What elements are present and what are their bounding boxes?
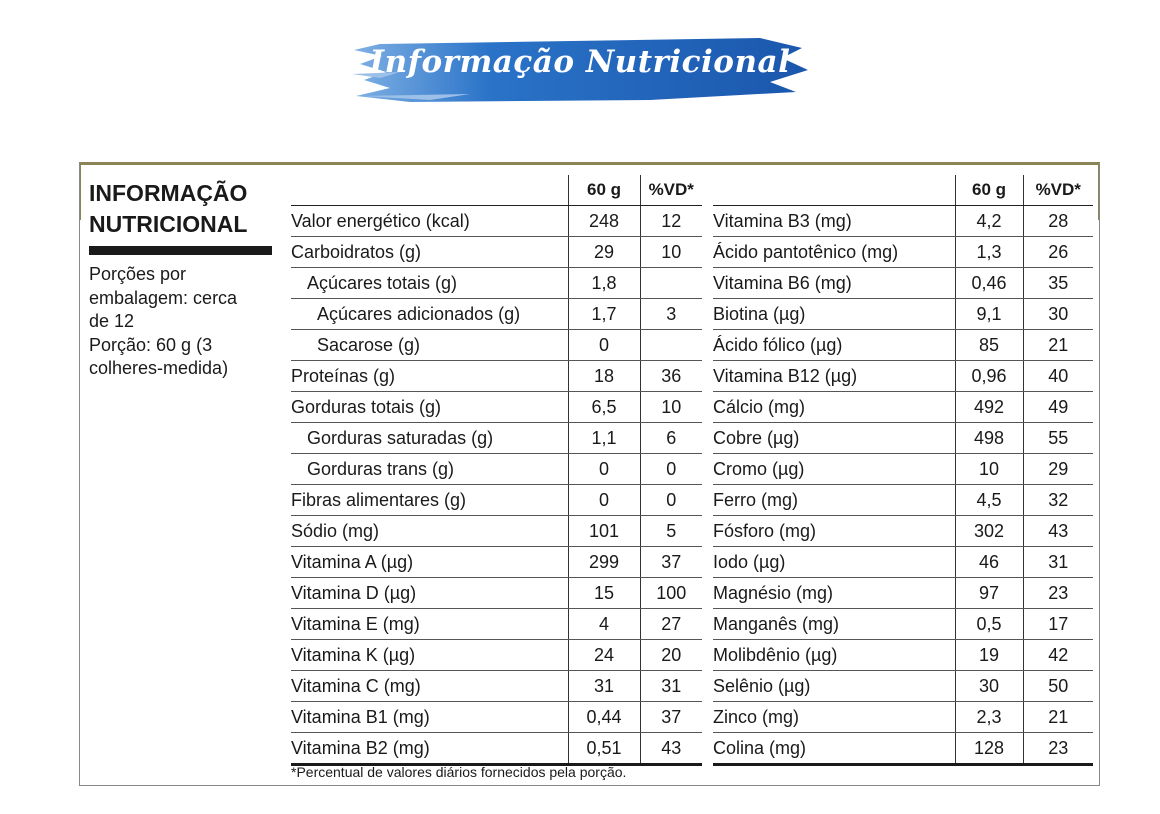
table-row: [291, 578, 702, 609]
nutrient-dv: 23: [1023, 733, 1093, 765]
nutrient-dv: 49: [1023, 392, 1093, 423]
nutrient-amount: 4: [568, 609, 640, 640]
nutrient-dv: 37: [640, 547, 702, 578]
nutrient-dv: [640, 268, 702, 299]
nutrient-dv: 10: [640, 237, 702, 268]
table-row: [291, 299, 702, 330]
nutrient-dv: 0: [640, 454, 702, 485]
nutrient-dv: 20: [640, 640, 702, 671]
nutrient-name: Molibdênio (µg): [713, 640, 955, 671]
table-row: [713, 547, 1093, 578]
serving-info: [89, 263, 271, 381]
table-row: [291, 392, 702, 423]
nutrient-name: Gorduras saturadas (g): [291, 423, 568, 454]
nutrient-amount: 19: [955, 640, 1023, 671]
nutrient-amount: 10: [955, 454, 1023, 485]
nutrient-dv: 3: [640, 299, 702, 330]
nutrient-amount: 97: [955, 578, 1023, 609]
nutrient-name: Gorduras totais (g): [291, 392, 568, 423]
nutrient-amount: 1,1: [568, 423, 640, 454]
nutrient-name: Vitamina B3 (mg): [713, 206, 955, 237]
nutrient-name: Colina (mg): [713, 733, 955, 765]
nutrient-name: Gorduras trans (g): [291, 454, 568, 485]
header-dv: %VD*: [1023, 175, 1093, 206]
nutrient-dv: 29: [1023, 454, 1093, 485]
nutrient-name: Fibras alimentares (g): [291, 485, 568, 516]
nutrient-dv: 43: [1023, 516, 1093, 547]
nutrient-name: Vitamina B6 (mg): [713, 268, 955, 299]
nutrient-amount: 0,51: [568, 733, 640, 765]
nutrient-dv: 31: [640, 671, 702, 702]
nutrient-name: Ferro (mg): [713, 485, 955, 516]
footnote: *Percentual de valores diários fornecidos pela porção.: [291, 764, 627, 780]
table-row: [291, 702, 702, 733]
nutrient-amount: 6,5: [568, 392, 640, 423]
nutrient-name: Cálcio (mg): [713, 392, 955, 423]
nutrient-dv: 100: [640, 578, 702, 609]
nutrient-dv: [640, 330, 702, 361]
nutrient-amount: 1,8: [568, 268, 640, 299]
nutrient-name: Biotina (µg): [713, 299, 955, 330]
heading-rule: [89, 246, 272, 255]
table-row: [291, 206, 702, 237]
nutrient-amount: 498: [955, 423, 1023, 454]
nutrient-name: Vitamina B1 (mg): [291, 702, 568, 733]
nutrient-dv: 43: [640, 733, 702, 765]
table-row: [291, 237, 702, 268]
nutrient-amount: 492: [955, 392, 1023, 423]
table-row: [291, 330, 702, 361]
nutrient-name: Vitamina B2 (mg): [291, 733, 568, 765]
header-amount: 60 g: [568, 175, 640, 206]
nutrient-dv: 35: [1023, 268, 1093, 299]
table-row: [291, 547, 702, 578]
nutrient-amount: 9,1: [955, 299, 1023, 330]
table-row: [291, 485, 702, 516]
nutrient-amount: 0: [568, 485, 640, 516]
nutrient-name: Vitamina C (mg): [291, 671, 568, 702]
table-row: [713, 485, 1093, 516]
table-row: [713, 516, 1093, 547]
table-row: [713, 206, 1093, 237]
nutrient-dv: 27: [640, 609, 702, 640]
nutrient-dv: 26: [1023, 237, 1093, 268]
heading-line-2: NUTRICIONAL: [89, 211, 248, 237]
nutrient-amount: 0,5: [955, 609, 1023, 640]
table-row: [713, 702, 1093, 733]
nutrient-dv: 17: [1023, 609, 1093, 640]
nutrient-name: Ácido fólico (µg): [713, 330, 955, 361]
portion-line: Porção: 60 g (3: [89, 334, 213, 355]
nutrient-amount: 248: [568, 206, 640, 237]
nutrient-dv: 10: [640, 392, 702, 423]
table-row: [291, 361, 702, 392]
nutrient-dv: 21: [1023, 702, 1093, 733]
table-row: [713, 578, 1093, 609]
nutrient-name: Fósforo (mg): [713, 516, 955, 547]
nutrient-amount: 24: [568, 640, 640, 671]
nutrient-dv: 0: [640, 485, 702, 516]
table-row: [291, 609, 702, 640]
header-dv: %VD*: [640, 175, 702, 206]
table-row: [713, 237, 1093, 268]
nutrient-name: Manganês (mg): [713, 609, 955, 640]
table-row: [713, 640, 1093, 671]
table-row: [713, 671, 1093, 702]
nutrient-name: Açúcares adicionados (g): [291, 299, 568, 330]
nutrient-name: Açúcares totais (g): [291, 268, 568, 299]
heading-line-1: INFORMAÇÃO: [89, 180, 248, 206]
nutrient-name: Valor energético (kcal): [291, 206, 568, 237]
nutrient-dv: 6: [640, 423, 702, 454]
nutrient-dv: 42: [1023, 640, 1093, 671]
nutrient-dv: 55: [1023, 423, 1093, 454]
nutrient-dv: 30: [1023, 299, 1093, 330]
servings-line: Porções por: [89, 264, 187, 284]
nutrient-amount: 1,7: [568, 299, 640, 330]
nutrient-name: Vitamina B12 (µg): [713, 361, 955, 392]
nutrient-amount: 299: [568, 547, 640, 578]
nutrient-amount: 85: [955, 330, 1023, 361]
nutrient-name: Ácido pantotênico (mg): [713, 237, 955, 268]
title-banner: [350, 30, 810, 106]
header-blank: [713, 175, 955, 206]
nutrient-name: Selênio (µg): [713, 671, 955, 702]
table-row: [291, 733, 702, 765]
nutrient-table-right: [713, 175, 1093, 766]
nutrient-dv: 32: [1023, 485, 1093, 516]
nutrient-dv: 50: [1023, 671, 1093, 702]
nutrient-dv: 40: [1023, 361, 1093, 392]
table-row: [713, 609, 1093, 640]
table-row: [713, 361, 1093, 392]
panel-heading: [89, 178, 279, 240]
table-row: [713, 299, 1093, 330]
table-row: [713, 268, 1093, 299]
table-row: [713, 330, 1093, 361]
nutrient-amount: 302: [955, 516, 1023, 547]
nutrient-dv: 36: [640, 361, 702, 392]
table-header-row: [291, 175, 702, 206]
nutrient-amount: 46: [955, 547, 1023, 578]
nutrient-amount: 4,2: [955, 206, 1023, 237]
nutrient-dv: 31: [1023, 547, 1093, 578]
portion-line: colheres-medida): [89, 358, 229, 378]
nutrient-name: Sódio (mg): [291, 516, 568, 547]
nutrient-amount: 0,44: [568, 702, 640, 733]
table-row: [713, 423, 1093, 454]
nutrient-name: Proteínas (g): [291, 361, 568, 392]
table-row: [291, 640, 702, 671]
nutrient-amount: 29: [568, 237, 640, 268]
nutrient-amount: 4,5: [955, 485, 1023, 516]
table-row: [713, 733, 1093, 765]
nutrient-amount: 101: [568, 516, 640, 547]
nutrient-name: Zinco (mg): [713, 702, 955, 733]
nutrient-name: Vitamina K (µg): [291, 640, 568, 671]
nutrient-name: Sacarose (g): [291, 330, 568, 361]
nutrient-name: Vitamina E (mg): [291, 609, 568, 640]
banner-title: Informação Nutricional: [369, 44, 791, 80]
nutrient-dv: 37: [640, 702, 702, 733]
nutrient-amount: 0,46: [955, 268, 1023, 299]
nutrient-amount: 128: [955, 733, 1023, 765]
nutrient-name: Iodo (µg): [713, 547, 955, 578]
servings-line: embalagem: cerca: [89, 287, 238, 308]
nutrient-amount: 0: [568, 330, 640, 361]
header-amount: 60 g: [955, 175, 1023, 206]
table-row: [291, 671, 702, 702]
nutrient-amount: 30: [955, 671, 1023, 702]
nutrient-dv: 21: [1023, 330, 1093, 361]
nutrient-name: Carboidratos (g): [291, 237, 568, 268]
nutrient-dv: 23: [1023, 578, 1093, 609]
nutrient-amount: 1,3: [955, 237, 1023, 268]
table-header-row: [713, 175, 1093, 206]
servings-line: de 12: [89, 311, 135, 331]
nutrient-table-left: [291, 175, 702, 766]
table-row: [713, 392, 1093, 423]
nutrient-name: Vitamina D (µg): [291, 578, 568, 609]
table-row: [291, 268, 702, 299]
nutrient-amount: 31: [568, 671, 640, 702]
nutrient-dv: 12: [640, 206, 702, 237]
table-row: [713, 454, 1093, 485]
nutrient-amount: 15: [568, 578, 640, 609]
nutrient-name: Cobre (µg): [713, 423, 955, 454]
nutrient-name: Magnésio (mg): [713, 578, 955, 609]
nutrient-name: Vitamina A (µg): [291, 547, 568, 578]
nutrient-amount: 0,96: [955, 361, 1023, 392]
nutrient-name: Cromo (µg): [713, 454, 955, 485]
nutrient-amount: 0: [568, 454, 640, 485]
header-blank: [291, 175, 568, 206]
table-row: [291, 516, 702, 547]
nutrient-amount: 18: [568, 361, 640, 392]
nutrient-amount: 2,3: [955, 702, 1023, 733]
table-row: [291, 454, 702, 485]
nutrient-dv: 5: [640, 516, 702, 547]
nutrient-dv: 28: [1023, 206, 1093, 237]
table-row: [291, 423, 702, 454]
